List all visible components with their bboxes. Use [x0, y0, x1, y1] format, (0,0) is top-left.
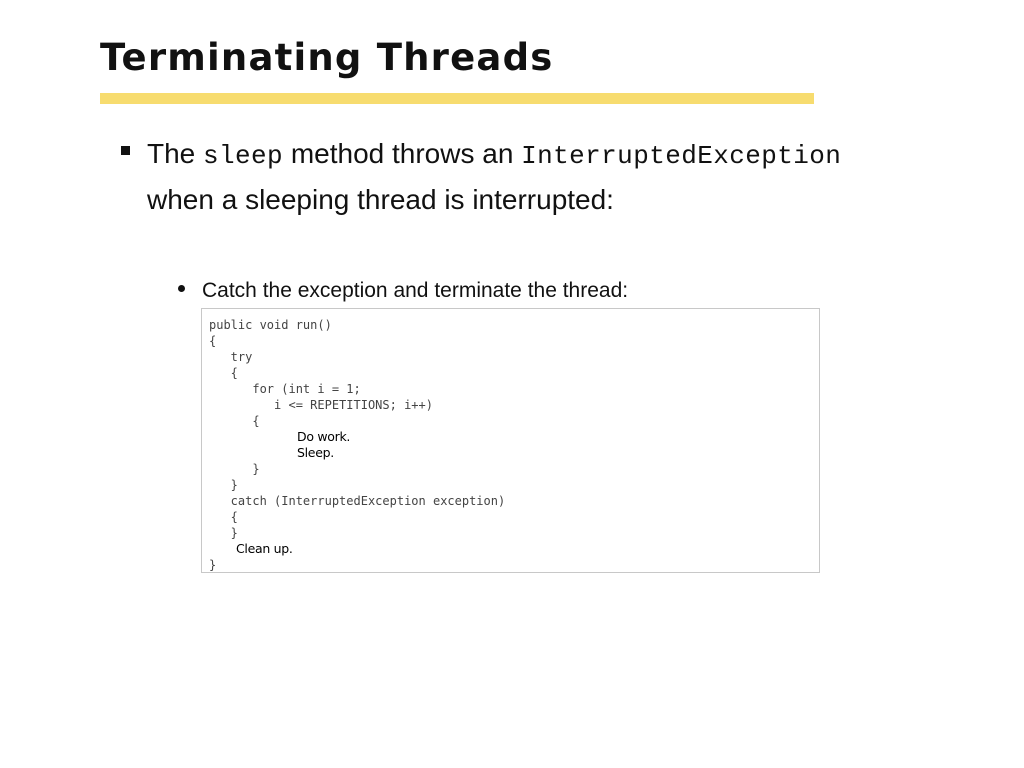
slide-title: Terminating Threads	[100, 36, 554, 79]
code-line: catch (InterruptedException exception)	[209, 494, 506, 508]
code-line: try	[209, 350, 253, 364]
code-line: {	[209, 510, 238, 524]
code-line: Do work.	[297, 429, 351, 444]
round-bullet-icon	[178, 285, 185, 292]
code-line: for (int i = 1;	[209, 382, 361, 396]
code-line: }	[209, 558, 217, 572]
inline-code-interrupted-exception: InterruptedException	[521, 141, 842, 171]
code-line: }	[209, 526, 238, 540]
bullet-point-2-text: Catch the exception and terminate the thread:	[202, 279, 629, 302]
bullet-1-text-part-2: method throws an	[283, 138, 522, 169]
code-listing-box	[201, 308, 820, 573]
code-line: Clean up.	[236, 541, 293, 556]
code-line: {	[209, 366, 238, 380]
code-line: Sleep.	[297, 445, 334, 460]
code-line: public void run()	[209, 318, 332, 332]
square-bullet-icon	[121, 146, 130, 155]
bullet-point-1-text	[147, 132, 907, 221]
title-underline-bar	[100, 93, 814, 104]
code-line: {	[209, 334, 217, 348]
bullet-1-text-part-1: The	[147, 138, 204, 169]
code-line: }	[209, 462, 260, 476]
code-line: }	[209, 478, 238, 492]
code-line: {	[209, 414, 260, 428]
bullet-1-text-part-3: when a sleeping thread is interrupted:	[147, 184, 614, 215]
code-line: i <= REPETITIONS; i++)	[209, 398, 433, 412]
inline-code-sleep: sleep	[203, 141, 284, 171]
